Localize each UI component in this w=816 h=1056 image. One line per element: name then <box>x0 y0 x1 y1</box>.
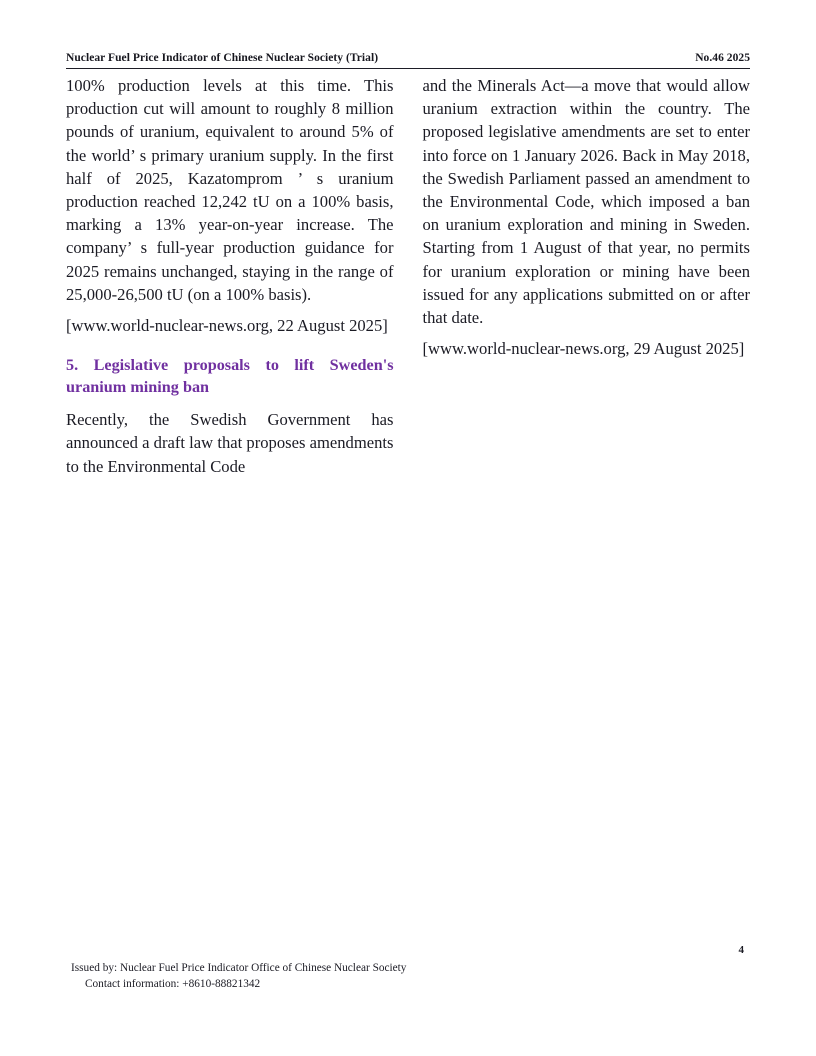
left-paragraph-kazatomprom: 100% production levels at this time. This production cut will amount to roughly 8 million pounds of uranium, equivalent to around 5% of the world’ s primary uranium supply. In the first half of 2025, Kazatomprom ’ s uranium production reached 12,242 tU on a 100% basis, marking a 13% year-on-year increase. The company’ s full-year production guidance for 2025 remains unchanged, staying in the range of 25,000-26,500 tU (on a 100% basis). <box>66 76 394 304</box>
left-citation-source: [www.world-nuclear-news.org, 22 August 2025] <box>66 316 388 336</box>
left-paragraph-sweden-intro: Recently, the Swedish Government has announced a draft law that proposes amendments to the Environmental Code <box>66 410 394 476</box>
header-divider-rule <box>66 68 750 69</box>
header-issue-number: No.46 2025 <box>695 52 750 64</box>
section-heading-5: 5. Legislative proposals to lift Sweden's uranium mining ban <box>66 356 394 396</box>
page-number: 4 <box>738 944 744 956</box>
page-header <box>66 52 750 64</box>
two-column-body <box>66 74 750 478</box>
page-footer <box>71 961 406 992</box>
right-column <box>423 74 751 478</box>
header-publication-title: Nuclear Fuel Price Indicator of Chinese Nuclear Society (Trial) <box>66 52 379 64</box>
left-column <box>66 74 394 478</box>
footer-contact-information: Contact information: +8610-88821342 <box>85 977 261 990</box>
right-citation-source: [www.world-nuclear-news.org, 29 August 2025] <box>422 339 745 359</box>
footer-issued-by: Issued by: Nuclear Fuel Price Indicator Office of Chinese Nuclear Society <box>71 962 407 974</box>
right-paragraph-minerals-act: and the Minerals Act—a move that would allow uranium extraction within the country. The proposed legislative amendments are set to enter into force on 1 January 2026. Back in May 2018, the Swedish Parliament passed an amendment to the Environmental Code, which imposed a ban on uranium exploration and mining in Sweden. Starting from 1 August of that year, no permits for uranium exploration or mining have been issued for any applications submitted on or after that date. <box>422 76 750 328</box>
